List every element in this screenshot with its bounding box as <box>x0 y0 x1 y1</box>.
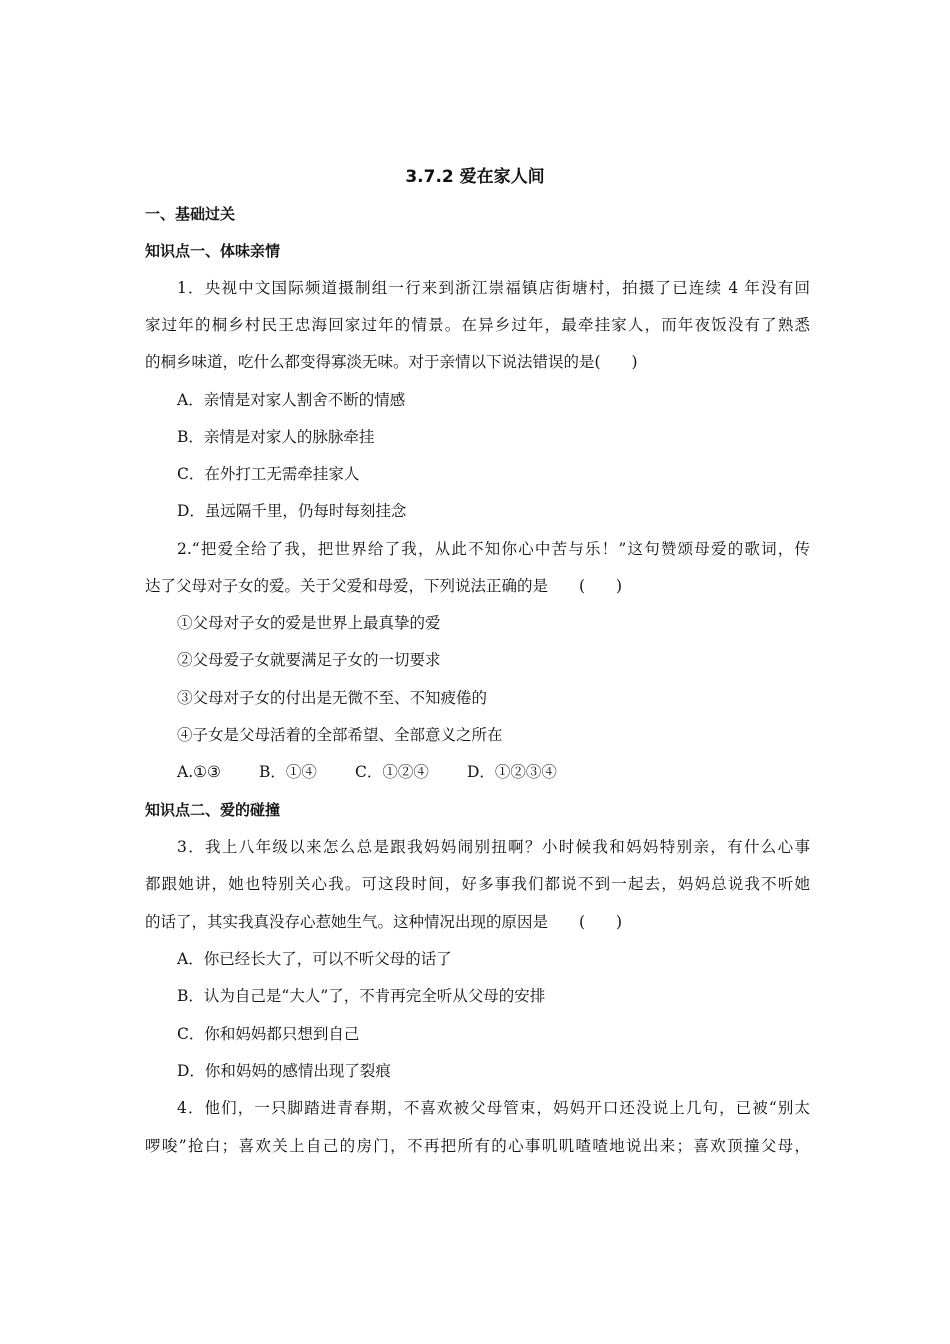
option-c: C．①②④ <box>355 763 429 781</box>
option-b: B．①④ <box>259 763 317 781</box>
section-heading: 一、基础过关 <box>145 205 236 223</box>
statement-1: ①父母对子女的爱是世界上最真挚的爱 <box>177 614 441 632</box>
option-b: B．亲情是对家人的脉脉牵挂 <box>177 428 375 446</box>
page-title: 3.7.2 爱在家人间 <box>405 167 545 187</box>
question-4-text: 啰唆”抢白；喜欢关上自己的房门，不再把所有的心事叽叽喳喳地说出来；喜欢顶撞父母， <box>145 1137 810 1155</box>
question-3-text: 的话了，其实我真没存心惹她生气。这种情况出现的原因是 ( ) <box>145 913 623 931</box>
option-d: D．你和妈妈的感情出现了裂痕 <box>177 1062 391 1080</box>
question-1-text: 的桐乡味道，吃什么都变得寡淡无味。对于亲情以下说法错误的是( ) <box>145 353 638 371</box>
statement-4: ④子女是父母活着的全部希望、全部意义之所在 <box>177 726 503 744</box>
option-a: A.①③ <box>177 763 221 781</box>
statement-3: ③父母对子女的付出是无微不至、不知疲倦的 <box>177 689 488 707</box>
option-b: B．认为自己是“大人”了，不肯再完全听从父母的安排 <box>177 987 546 1005</box>
statement-2: ②父母爱子女就要满足子女的一切要求 <box>177 651 441 669</box>
question-2-text: 2.“把爱全给了我，把世界给了我，从此不知你心中苦与乐！”这句赞颂母爱的歌词，传 <box>177 540 810 558</box>
question-1-text: 1．央视中文国际频道摄制组一行来到浙江崇福镇店街塘村，拍摄了已连续 4 年没有回 <box>177 279 810 297</box>
option-d: D．虽远隔千里，仍每时每刻挂念 <box>177 502 407 520</box>
question-2-text: 达了父母对子女的爱。关于父爱和母爱，下列说法正确的是 ( ) <box>145 577 623 595</box>
option-d: D．①②③④ <box>467 763 557 781</box>
option-c: C．在外打工无需牵挂家人 <box>177 465 360 483</box>
question-3-text: 都跟她讲，她也特别关心我。可这段时间，好多事我们都说不到一起去，妈妈总说我不听她 <box>145 875 810 893</box>
question-4-text: 4．他们，一只脚踏进青春期，不喜欢被父母管束，妈妈开口还没说上几句，已被“别太 <box>177 1099 810 1117</box>
question-3-text: 3．我上八年级以来怎么总是跟我妈妈闹别扭啊？小时候我和妈妈特别亲，有什么心事 <box>177 838 810 856</box>
option-a: A．亲情是对家人割舍不断的情感 <box>177 391 406 409</box>
knowledge-point-heading: 知识点一、体味亲情 <box>145 242 281 260</box>
options-row <box>177 762 810 782</box>
option-a: A．你已经长大了，可以不听父母的话了 <box>177 950 452 968</box>
question-1-text: 家过年的桐乡村民王忠海回家过年的情景。在异乡过年，最牵挂家人，而年夜饭没有了熟悉 <box>145 316 810 334</box>
knowledge-point-heading: 知识点二、爱的碰撞 <box>145 801 281 819</box>
option-c: C．你和妈妈都只想到自己 <box>177 1025 360 1043</box>
